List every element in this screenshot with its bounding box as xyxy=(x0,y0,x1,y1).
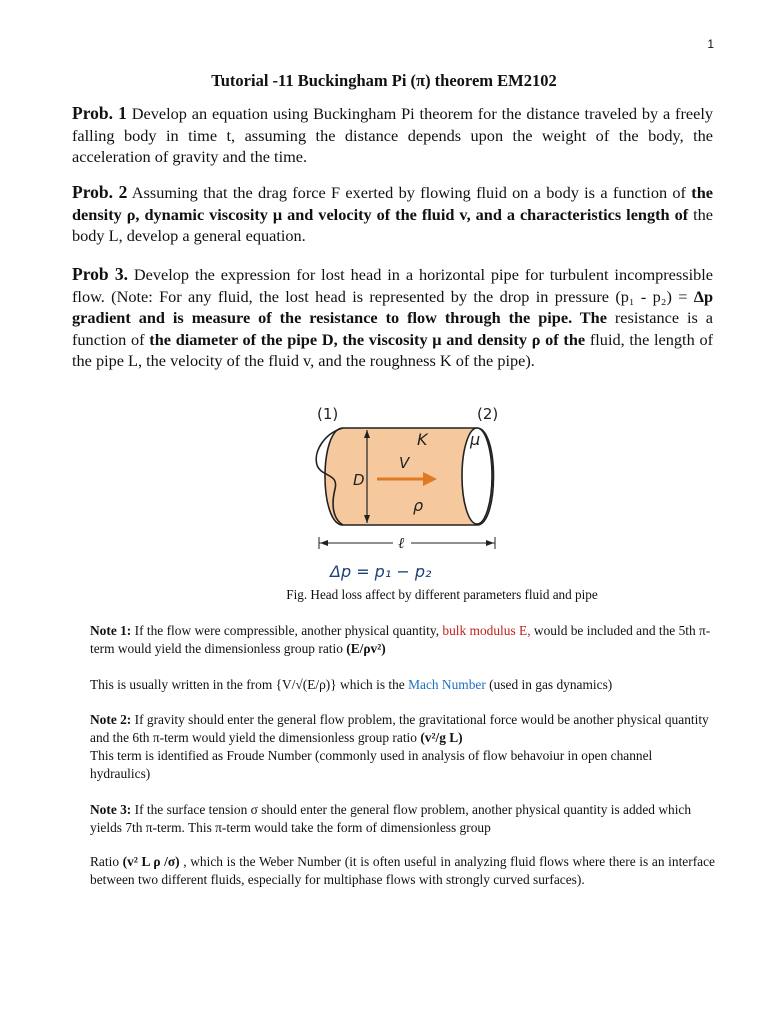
length-arrow-right xyxy=(486,540,494,546)
problem-3-text-b: resistance is a function of xyxy=(72,308,713,349)
note-3-weber-text-b: , which is the Weber Number (it is often useful in analyzing fluid flows where there is an interface between two different fluids, especially for multiphase flows with strongly curved surfaces). xyxy=(90,854,715,887)
note-2 xyxy=(90,711,715,783)
pressure-drop-equation: Δp = p₁ − p₂ xyxy=(330,562,432,581)
bulk-modulus-highlight: bulk modulus E, xyxy=(442,623,531,638)
length-arrow-left xyxy=(320,540,328,546)
problem-2-text-b: the body L, develop a general equation. xyxy=(72,204,713,245)
note-3-text-a: If the surface tension σ should enter the general flow problem, another physical quantity is added which yields 7th π-term. This π-term would take the form of dimensionless group xyxy=(90,802,692,835)
problem-3-text-bold-2: the diameter of the pipe D, the viscosity μ and density ρ of the xyxy=(149,329,586,349)
density-symbol: ρ xyxy=(413,496,424,515)
section-2-label: (2) xyxy=(477,405,499,423)
note-1 xyxy=(90,622,715,658)
problem-1 xyxy=(72,103,713,168)
note-2-text-a: If gravity should enter the general flow problem, the gravitational force would be another physical quantity and the 6th π-term would yield the dimensionless group ratio xyxy=(90,712,709,745)
problem-3-text-c: fluid, the length of the pipe L, the velocity of the fluid v, and the roughness K of the pipe). xyxy=(72,329,714,370)
note-3-ratio: (v² L ρ /σ) xyxy=(122,854,180,869)
note-2-label: Note 2: xyxy=(90,712,132,727)
note-3-weber-text-a: Ratio xyxy=(90,854,123,869)
page-title: Tutorial -11 Buckingham Pi (π) theorem EM2102 xyxy=(211,71,557,90)
note-1-ratio: (E/ρv²) xyxy=(346,641,386,656)
problem-2-label: Prob. 2 xyxy=(72,182,128,202)
section-1-label: (1) xyxy=(317,405,339,423)
mach-number-highlight: Mach Number xyxy=(408,677,486,692)
problem-2 xyxy=(72,182,713,247)
roughness-symbol: K xyxy=(417,430,428,449)
page-number: 1 xyxy=(707,37,714,51)
note-1-mach-text-b: (used in gas dynamics) xyxy=(485,677,613,692)
problem-2-text-bold: the density ρ, dynamic viscosity μ and velocity of the fluid v, and a characteristics length of xyxy=(72,183,713,224)
note-3-label: Note 3: xyxy=(90,802,132,817)
length-symbol: ℓ xyxy=(398,534,405,552)
problem-2-text-a: Assuming that the drag force F exerted by flowing fluid on a body is a function of xyxy=(127,183,692,202)
note-1-label: Note 1: xyxy=(90,623,132,638)
problem-3-text-a: Develop the expression for lost head in a horizontal pipe for turbulent incompressible flow. (Note: For any fluid, the lost head is represented by the drop in pressure (p₁ - p₂) = xyxy=(72,265,713,306)
problem-1-text: Develop an equation using Buckingham Pi theorem for the distance traveled by a freely falling body in time t, assuming the distance depends upon the weight of the body, the acceleration of gravity and the time. xyxy=(72,104,714,166)
problem-3-text-bold-1: Δp gradient and is measure of the resistance to flow through the pipe. The xyxy=(72,286,713,327)
note-1-text-b: would be included and the 5th π-term would yield the dimensionless group ratio xyxy=(90,623,711,656)
problem-3 xyxy=(72,264,713,372)
note-3 xyxy=(90,801,715,837)
note-1-mach xyxy=(90,676,715,694)
problem-1-label: Prob. 1 xyxy=(72,103,127,123)
note-2-ratio: (v²/g L) xyxy=(420,730,463,745)
diameter-symbol: D xyxy=(353,471,365,489)
pipe-figure xyxy=(305,403,510,585)
note-1-mach-text-a: This is usually written in the from {V/√(E/ρ)} which is the xyxy=(90,677,409,692)
note-3-weber xyxy=(90,853,715,889)
figure-caption: Fig. Head loss affect by different parameters fluid and pipe xyxy=(286,587,598,602)
velocity-symbol: V xyxy=(399,454,410,472)
viscosity-symbol: μ xyxy=(470,430,481,449)
problem-3-label: Prob 3. xyxy=(72,264,128,284)
note-1-text-a: If the flow were compressible, another physical quantity, xyxy=(131,623,443,638)
note-2-text-b: This term is identified as Froude Number (commonly used in analysis of flow behavoiur in open channel hydraulics) xyxy=(90,748,653,781)
